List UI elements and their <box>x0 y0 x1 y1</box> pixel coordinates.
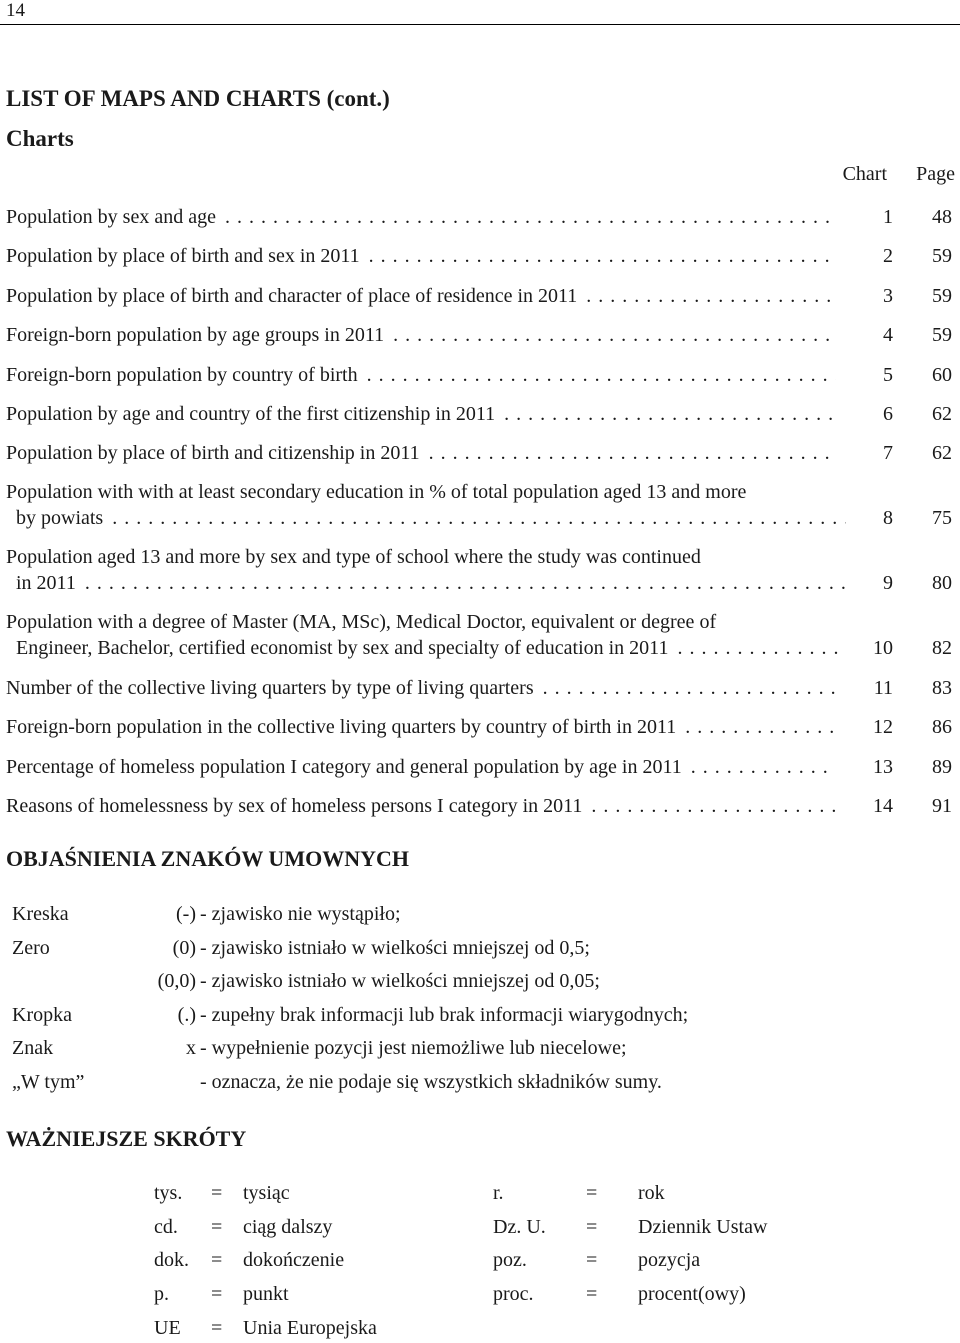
abbreviation-meaning: dokończenie <box>243 1249 345 1271</box>
page-number-ref: 80 <box>932 572 952 594</box>
symbol-description: - zjawisko istniało w wielkości mniejszej od 0,5; <box>200 937 590 959</box>
abbreviation: poz. <box>493 1249 527 1271</box>
equals-sign: = <box>211 1182 223 1204</box>
equals-sign: = <box>586 1216 598 1238</box>
chart-number: 4 <box>883 324 893 346</box>
symbol-description: - zupełny brak informacji lub brak informacji wiarygodnych; <box>200 1004 689 1026</box>
chart-entry <box>6 440 956 466</box>
chart-entry <box>6 714 956 740</box>
page-number-ref: 89 <box>932 756 952 778</box>
abbreviation: tys. <box>154 1182 183 1204</box>
chart-entry-title: Population with with at least secondary education in % of total population aged 13 and more <box>6 481 749 503</box>
chart-entry <box>6 754 956 780</box>
chart-number: 1 <box>883 206 893 228</box>
page-number-ref: 83 <box>932 677 952 699</box>
abbreviation-meaning: Dziennik Ustaw <box>638 1216 768 1238</box>
chart-entry-title: Population by place of birth and character of place of residence in 2011 <box>6 285 580 307</box>
abbreviation-meaning: pozycja <box>638 1249 701 1271</box>
chart-number: 14 <box>873 795 893 817</box>
abbreviation: cd. <box>154 1216 178 1238</box>
chart-number: 11 <box>873 677 893 699</box>
chart-entry <box>6 322 956 348</box>
page-number: 14 <box>6 0 25 21</box>
equals-sign: = <box>586 1283 598 1305</box>
chart-entry <box>6 544 956 596</box>
chart-column-header: Chart <box>842 163 887 185</box>
abbreviation-meaning: tysiąc <box>243 1182 290 1204</box>
symbol-description: - zjawisko nie wystąpiło; <box>200 903 401 925</box>
chart-number: 2 <box>883 245 893 267</box>
page-column-header: Page <box>916 163 955 185</box>
equals-sign: = <box>211 1249 223 1271</box>
header-rule <box>0 24 960 25</box>
page-number-ref: 59 <box>932 285 952 307</box>
abbreviation-meaning: procent(owy) <box>638 1283 746 1305</box>
chart-entry-title: Population by age and country of the first citizenship in 2011 <box>6 403 498 425</box>
chart-entry-title: Population aged 13 and more by sex and type of school where the study was continued <box>6 546 704 568</box>
abbreviation: UE <box>154 1317 181 1339</box>
page-number-ref: 86 <box>932 716 952 738</box>
chart-entry-title: Foreign-born population by country of birth <box>6 364 361 386</box>
chart-number: 12 <box>873 716 893 738</box>
chart-entry <box>6 204 956 230</box>
chart-entry-title: Population by place of birth and sex in 2011 <box>6 245 363 267</box>
page-number-ref: 62 <box>932 403 952 425</box>
chart-entry-title: Foreign-born population in the collective living quarters by country of birth in 2011 <box>6 716 679 738</box>
symbols-heading: OBJAŚNIENIA ZNAKÓW UMOWNYCH <box>6 846 409 871</box>
symbol-name: „W tym” <box>12 1071 85 1093</box>
chart-entry <box>6 609 956 661</box>
abbreviation: Dz. U. <box>493 1216 546 1238</box>
page-number-ref: 59 <box>932 245 952 267</box>
page-number-ref: 48 <box>932 206 952 228</box>
equals-sign: = <box>586 1182 598 1204</box>
chart-entry-title: Percentage of homeless population I category and general population by age in 2011 <box>6 756 685 778</box>
chart-entry <box>6 479 956 531</box>
chart-entry-title: Engineer, Bachelor, certified economist by sex and specialty of education in 2011 <box>16 637 671 659</box>
chart-entry-title: Number of the collective living quarters by type of living quarters <box>6 677 537 699</box>
abbreviation-meaning: rok <box>638 1182 665 1204</box>
symbol-name: Znak <box>12 1037 54 1059</box>
symbol-name: Kropka <box>12 1004 72 1026</box>
chart-number: 10 <box>873 637 893 659</box>
chart-number: 13 <box>873 756 893 778</box>
chart-entry <box>6 401 956 427</box>
abbreviation-meaning: punkt <box>243 1283 289 1305</box>
page-number-ref: 75 <box>932 507 952 529</box>
chart-entry-title: Foreign-born population by age groups in 2011 <box>6 324 387 346</box>
page-number-ref: 59 <box>932 324 952 346</box>
symbol-name: Kreska <box>12 903 69 925</box>
chart-entry-title: Population with a degree of Master (MA, MSc), Medical Doctor, equivalent or degree of <box>6 611 719 633</box>
chart-entry-title: Reasons of homelessness by sex of homeless persons I category in 2011 <box>6 795 585 817</box>
symbol-code: (0,0) <box>157 970 196 992</box>
symbol-code: x <box>186 1037 196 1059</box>
equals-sign: = <box>211 1283 223 1305</box>
equals-sign: = <box>211 1216 223 1238</box>
symbol-description: - wypełnienie pozycji jest niemożliwe lub niecelowe; <box>200 1037 627 1059</box>
abbreviation-meaning: Unia Europejska <box>243 1317 377 1339</box>
page-number-ref: 60 <box>932 364 952 386</box>
chart-entry-title: Population by sex and age <box>6 206 219 228</box>
chart-entry-title: Population by place of birth and citizenship in 2011 <box>6 442 423 464</box>
abbreviation-meaning: ciąg dalszy <box>243 1216 333 1238</box>
chart-entry-title: in 2011 <box>16 572 79 594</box>
symbol-description: - zjawisko istniało w wielkości mniejszej od 0,05; <box>200 970 600 992</box>
abbreviations-heading: WAŻNIEJSZE SKRÓTY <box>6 1126 247 1151</box>
chart-number: 8 <box>883 507 893 529</box>
symbol-description: - oznacza, że nie podaje się wszystkich składników sumy. <box>200 1071 662 1093</box>
list-heading: LIST OF MAPS AND CHARTS (cont.) <box>6 86 390 111</box>
chart-number: 9 <box>883 572 893 594</box>
page-number-ref: 91 <box>932 795 952 817</box>
symbol-name: Zero <box>12 937 50 959</box>
chart-entry <box>6 283 956 309</box>
chart-number: 7 <box>883 442 893 464</box>
symbol-code: (0) <box>172 937 196 959</box>
equals-sign: = <box>586 1249 598 1271</box>
chart-entry <box>6 793 956 819</box>
chart-number: 5 <box>883 364 893 386</box>
chart-entry-title: by powiats <box>16 507 106 529</box>
symbol-code: (-) <box>176 903 196 925</box>
charts-subheading: Charts <box>6 126 74 151</box>
chart-entry <box>6 675 956 701</box>
chart-number: 3 <box>883 285 893 307</box>
abbreviation: p. <box>154 1283 169 1305</box>
abbreviation: dok. <box>154 1249 189 1271</box>
page-number-ref: 62 <box>932 442 952 464</box>
page-number-ref: 82 <box>932 637 952 659</box>
symbol-code: (.) <box>177 1004 196 1026</box>
chart-entry <box>6 362 956 388</box>
abbreviation: r. <box>493 1182 504 1204</box>
abbreviation: proc. <box>493 1283 534 1305</box>
equals-sign: = <box>211 1317 223 1339</box>
chart-entry <box>6 243 956 269</box>
chart-number: 6 <box>883 403 893 425</box>
